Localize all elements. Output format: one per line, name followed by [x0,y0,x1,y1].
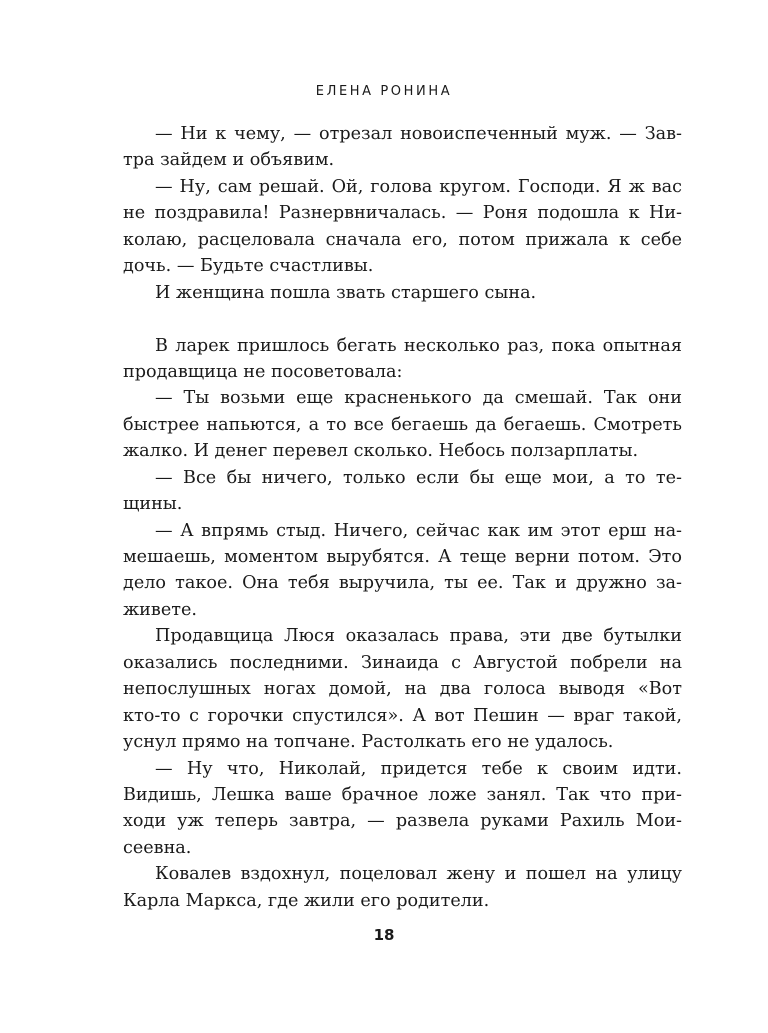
text-line: мешаешь, моментом вырубятся. А теще верни потом. Это [123,547,682,567]
text-line: колаю, расцеловала сначала его, потом прижала к себе [123,229,682,250]
paragraph [123,756,682,862]
text-line: тра зайдем и объявим. [123,150,335,171]
text-line: жалко. И денег перевел сколько. Небось ползарплаты. [123,441,639,462]
text-line: оказались последними. Зинаида с Августой побрели на [123,652,682,673]
text-line: дело такое. Она тебя выручила, ты ее. Так и дружно за- [123,573,682,594]
text-line: быстрее напьются, а то все бегаешь да бегаешь. Смотреть [123,414,682,435]
text-line: И женщина пошла звать старшего сына. [155,282,537,303]
text-line: щины. [123,494,183,515]
text-line: уснул прямо на топчане. Растолкать его не удалось. [123,732,614,753]
paragraph [123,174,682,280]
text-line: дочь. — Будьте счастливы. [123,256,374,277]
text-line: — Ну, сам решай. Ой, голова кругом. Господи. Я ж вас [155,176,682,197]
paragraph [123,518,682,624]
text-line: продавщица не посоветовала: [123,361,403,382]
paragraph [123,861,682,914]
text-line: кто-то с горочки спустился». А вот Пешин — враг такой, [123,705,682,726]
section-break [123,306,682,332]
text-line: — Все бы ничего, только если бы еще мои, а то те- [155,467,682,488]
paragraph [123,333,682,386]
text-line: Продавщица Люся оказалась права, эти две бутылки [155,626,682,647]
page-body [123,121,682,914]
paragraph [123,280,682,306]
paragraph [123,385,682,464]
text-line: не поздравила! Разнервничалась. — Роня подошла к Ни- [123,203,682,224]
paragraph [123,465,682,518]
paragraph [123,121,682,174]
text-line: — Ни к чему, — отрезал новоиспеченный муж. — Зав- [155,124,682,144]
text-line: В ларек пришлось бегать несколько раз, пока опытная [155,335,682,356]
text-line: живете. [123,599,197,620]
text-line: Ковалев вздохнул, поцеловал жену и пошел на улицу [155,864,682,885]
text-line: — А впрямь стыд. Ничего, сейчас как им этот ерш на- [155,520,682,541]
text-line: непослушных ногах домой, на два голоса выводя «Вот [123,679,682,700]
text-line: Карла Маркса, где жили его родители. [123,890,490,911]
text-line: — Ну что, Николай, придется тебе к своим идти. [155,758,682,779]
text-line: сеевна. [123,837,192,858]
running-head: ЕЛЕНА РОНИНА [315,84,453,99]
text-line: ходи уж теперь завтра, — развела руками Рахиль Мои- [123,811,682,832]
paragraph [123,623,682,755]
text-line: — Ты возьми еще красненького да смешай. Так они [155,388,682,409]
text-line: Видишь, Лешка ваше брачное ложе занял. Так что при- [123,784,682,805]
page-number: 18 [373,926,395,944]
